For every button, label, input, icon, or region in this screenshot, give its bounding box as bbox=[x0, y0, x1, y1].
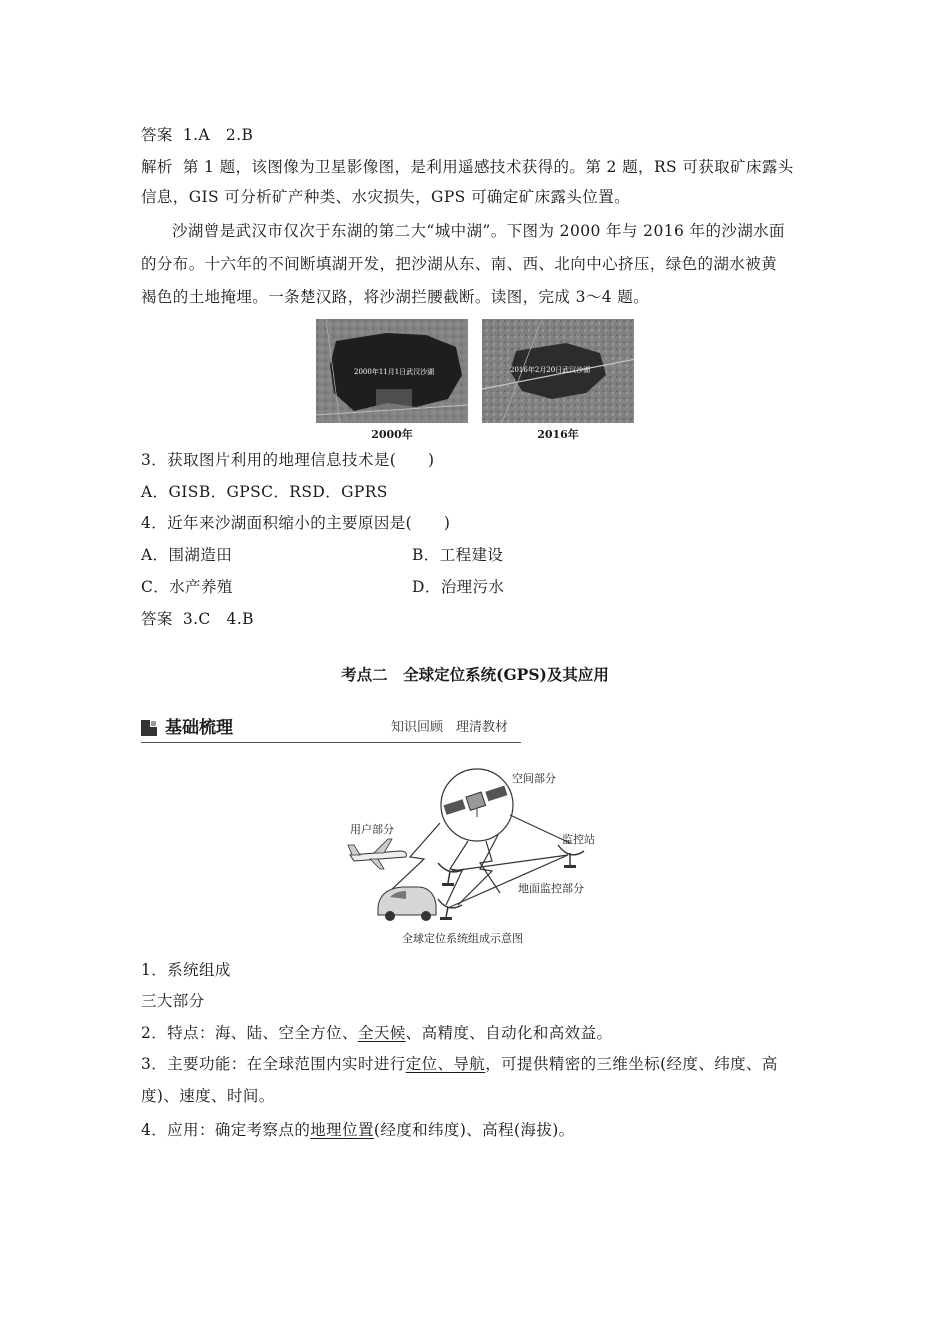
airplane-icon bbox=[348, 839, 406, 869]
photo-overlay-2000: 2000年11月1日武汉沙湖 bbox=[354, 368, 435, 376]
point-4-prefix: 4．应用：确定考察点的 bbox=[141, 1121, 311, 1139]
answer-text-2: 3.C 4.B bbox=[182, 610, 254, 628]
gps-diagram bbox=[340, 765, 610, 945]
banner-title: 基础梳理 bbox=[165, 718, 233, 738]
question-3-stem: 3．获取图片利用的地理信息技术是( ) bbox=[141, 451, 435, 469]
point-2 bbox=[141, 1022, 612, 1044]
point-3 bbox=[141, 1053, 778, 1075]
car-icon bbox=[378, 887, 436, 921]
answer-label: 答案 bbox=[141, 126, 173, 144]
point-3-prefix: 3．主要功能：在全球范围内实时进行 bbox=[141, 1055, 406, 1073]
question-4-stem: 4．近年来沙湖面积缩小的主要原因是( ) bbox=[141, 514, 451, 532]
question-4-option-c: C．水产养殖 bbox=[141, 578, 233, 596]
analysis-line-1 bbox=[141, 156, 794, 178]
analysis-label: 解析 bbox=[141, 158, 173, 176]
answer-3-4 bbox=[141, 608, 254, 630]
point-4-suffix: (经度和纬度)、高程(海拔)。 bbox=[373, 1121, 575, 1139]
passage-line-1: 沙湖曾是武汉市仅次于东湖的第二大“城中湖”。下图为 2000 年与 2016 年的沙湖水面 bbox=[172, 222, 785, 240]
section-banner bbox=[141, 716, 521, 744]
satellite-image-2016 bbox=[482, 319, 634, 423]
caption-2000: 2000年 bbox=[371, 428, 413, 441]
passage-line-2: 的分布。十六年的不间断填湖开发，把沙湖从东、南、西、北向中心挤压，绿色的湖水被黄 bbox=[141, 255, 778, 273]
photo-overlay-2016: 2016年2月20日武汉沙湖 bbox=[510, 366, 591, 374]
satellite-icon bbox=[443, 786, 507, 817]
point-4 bbox=[141, 1119, 575, 1141]
point-1: 1．系统组成 bbox=[141, 961, 231, 979]
satellite-image-2000 bbox=[316, 319, 468, 423]
label-ground-control: 地面监控部分 bbox=[518, 882, 584, 895]
banner-subtitle: 知识回顾 理清教材 bbox=[391, 720, 509, 735]
analysis-text-1: 第 1 题，该图像为卫星影像图，是利用遥感技术获得的。第 2 题，RS 可获取矿床露头 bbox=[182, 158, 794, 176]
point-3-underlined: 定位、导航 bbox=[405, 1055, 486, 1073]
diagram-caption: 全球定位系统组成示意图 bbox=[402, 932, 523, 945]
point-2-suffix: 、高精度、自动化和高效益。 bbox=[405, 1024, 613, 1042]
label-space-segment: 空间部分 bbox=[512, 772, 556, 785]
question-4-option-d: D．治理污水 bbox=[412, 578, 505, 596]
answer-1-2 bbox=[141, 124, 253, 146]
gps-diagram-graphic bbox=[340, 765, 610, 945]
analysis-line-2: 信息，GIS 可分析矿产种类、水灾损失，GPS 可确定矿床露头位置。 bbox=[141, 188, 631, 206]
label-user-segment: 用户部分 bbox=[350, 823, 394, 836]
point-4-underlined: 地理位置 bbox=[310, 1121, 374, 1139]
point-2-prefix: 2．特点：海、陆、空全方位、 bbox=[141, 1024, 358, 1042]
point-3-suffix: ，可提供精密的三维坐标(经度、纬度、高 bbox=[485, 1055, 778, 1073]
antenna-icon bbox=[438, 899, 462, 920]
banner-rule bbox=[141, 742, 521, 743]
question-4-option-a: A．围湖造田 bbox=[141, 546, 233, 564]
answer-text: 1.A 2.B bbox=[182, 126, 254, 144]
point-3-line-2: 度)、速度、时间。 bbox=[141, 1087, 275, 1105]
point-1-sub: 三大部分 bbox=[141, 992, 205, 1010]
point-2-underlined: 全天候 bbox=[357, 1024, 406, 1042]
section-heading: 考点二 全球定位系统(GPS)及其应用 bbox=[341, 665, 609, 684]
passage-line-3: 褐色的土地掩埋。一条楚汉路，将沙湖拦腰截断。读图，完成 3～4 题。 bbox=[141, 288, 650, 306]
question-3-options: A．GISB．GPSC．RSD．GPRS bbox=[141, 483, 388, 501]
monitor-station-icon bbox=[558, 845, 584, 868]
banner-square-icon bbox=[141, 720, 157, 736]
label-monitor-station: 监控站 bbox=[562, 833, 595, 846]
question-4-option-b: B．工程建设 bbox=[412, 546, 504, 564]
caption-2016: 2016年 bbox=[537, 428, 579, 441]
answer-label-2: 答案 bbox=[141, 610, 173, 628]
